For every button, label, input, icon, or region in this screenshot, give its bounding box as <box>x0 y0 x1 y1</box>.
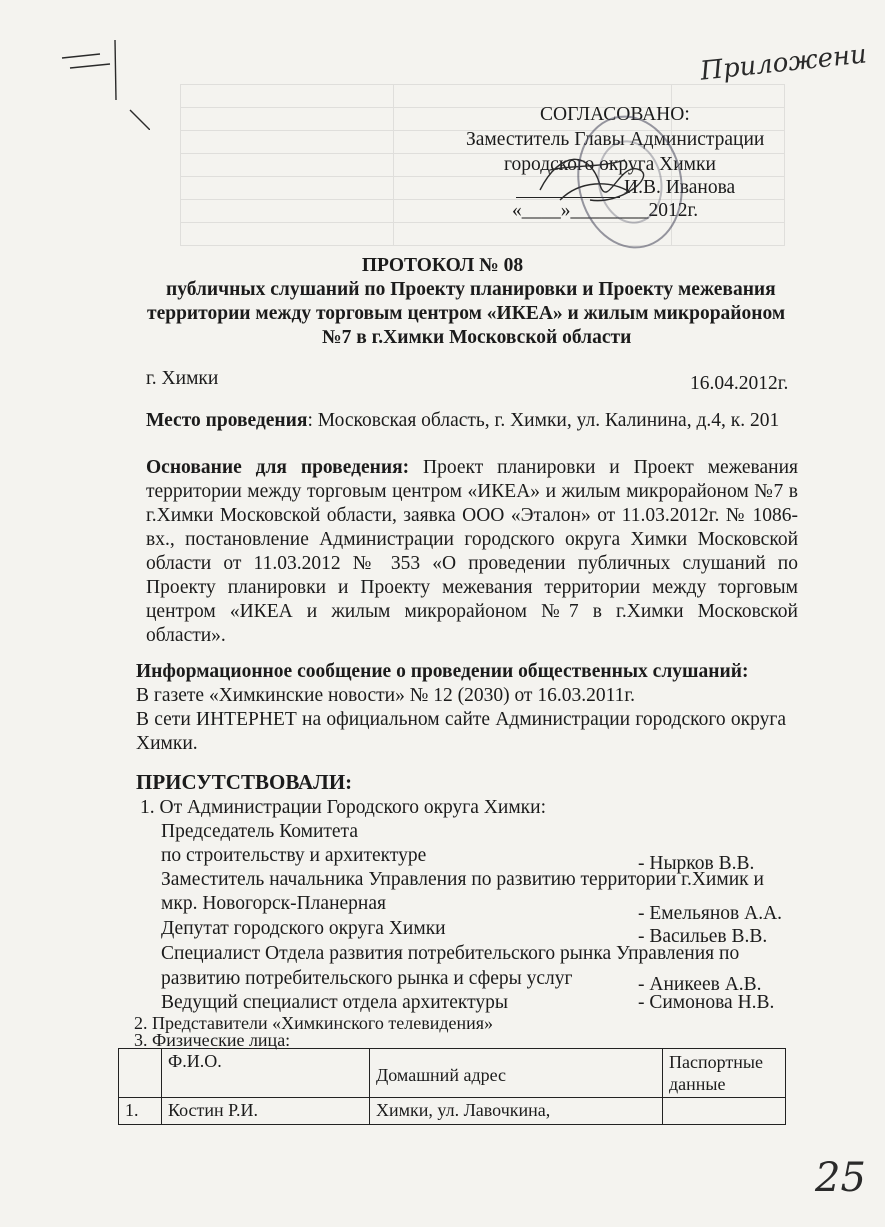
city: г. Химки <box>146 368 219 389</box>
protocol-date: 16.04.2012г. <box>690 373 789 394</box>
protocol-subtitle-3: №7 в г.Химки Московской области <box>322 327 632 348</box>
role-2a: Заместитель начальника Управления по развитию территории г.Химик и <box>161 869 764 890</box>
table-cell: Костин Р.И. <box>162 1098 370 1125</box>
role-5: Ведущий специалист отдела архитектуры <box>161 992 508 1013</box>
name-2: - Емельянов А.А. <box>638 903 783 924</box>
approval-date: «____»________2012г. <box>512 200 699 221</box>
role-3: Депутат городского округа Химки <box>161 918 446 939</box>
basis-label: Основание для проведения: <box>146 457 410 478</box>
role-4b: развитию потребительского рынка и сферы услуг <box>161 968 573 989</box>
approval-title: СОГЛАСОВАНО: <box>540 104 690 125</box>
name-4: - Аникеев А.В. <box>638 974 762 995</box>
present-item-3: 3. Физические лица: <box>134 1030 291 1050</box>
present-heading: ПРИСУТСТВОВАЛИ: <box>136 770 353 794</box>
basis-paragraph <box>146 456 798 648</box>
present-item-1: 1. От Администрации Городского округа Химки: <box>140 797 547 818</box>
venue <box>146 409 779 433</box>
basis-text: Проект планировки и Проект межевания территории между торговым центром «ИКЕА» и жилым микрорайоном №7 в г.Химки Московской области, заявка ООО «Эталон» от 11.03.2012г. № 1086-вх., постановление Администрации городского округа Химки Московской области от 11.03.2012 № 353 «О проведении публичных слушаний по Проекту планировки и Проекту межевания территории между торговым центром «ИКЕА и жилым микрорайоном №7 в г.Химки Московской области». <box>146 457 798 646</box>
name-1: - Нырков В.В. <box>638 853 755 874</box>
table-row <box>119 1098 786 1125</box>
table-header-row <box>119 1049 786 1098</box>
venue-text: : Московская область, г. Химки, ул. Калинина, д.4, к. 201 <box>307 410 780 431</box>
name-3: - Васильев В.В. <box>638 926 768 947</box>
table-header-cell: Домашний адрес <box>370 1049 663 1098</box>
page-number: 25 <box>815 1155 866 1201</box>
role-1b: по строительству и архитектуре <box>161 845 427 866</box>
persons-table <box>118 1048 786 1125</box>
info-line1: В газете «Химкинские новости» № 12 (2030) от 16.03.2011г. <box>136 685 636 706</box>
name-5: - Симонова Н.В. <box>638 992 775 1013</box>
handwritten-note: Приложени <box>698 39 869 87</box>
protocol-subtitle-1: публичных слушаний по Проекту планировки и Проекту межевания <box>166 279 776 300</box>
approval-line2: городского округа Химки <box>504 154 716 175</box>
present-item-2: 2. Представители «Химкинского телевидения» <box>134 1013 494 1033</box>
role-4a: Специалист Отдела развития потребительского рынка Управления по <box>161 943 740 964</box>
info-label: Информационное сообщение о проведении общественных слушаний: <box>136 661 749 682</box>
role-1a: Председатель Комитета <box>161 821 358 842</box>
venue-label: Место проведения <box>146 410 308 431</box>
info-line2: В сети ИНТЕРНЕТ на официальном сайте Администрации городского округа Химки. <box>136 709 786 754</box>
protocol-subtitle-2: территории между торговым центром «ИКЕА» и жилым микрорайоном <box>147 303 786 324</box>
table-cell: 1. <box>119 1098 162 1125</box>
table-header-cell: Ф.И.О. <box>162 1049 370 1098</box>
table-header-cell: Паспортные данные <box>663 1049 786 1098</box>
approval-signatory: И.В. Иванова <box>624 177 736 198</box>
table-cell: Химки, ул. Лавочкина, <box>370 1098 663 1125</box>
role-2b: мкр. Новогорск-Планерная <box>161 893 386 914</box>
protocol-title: ПРОТОКОЛ № 08 <box>361 255 524 276</box>
table-header-cell <box>119 1049 162 1098</box>
table-cell <box>663 1098 786 1125</box>
margin-scribble <box>40 10 150 130</box>
approval-line1: Заместитель Главы Администрации <box>466 129 765 150</box>
